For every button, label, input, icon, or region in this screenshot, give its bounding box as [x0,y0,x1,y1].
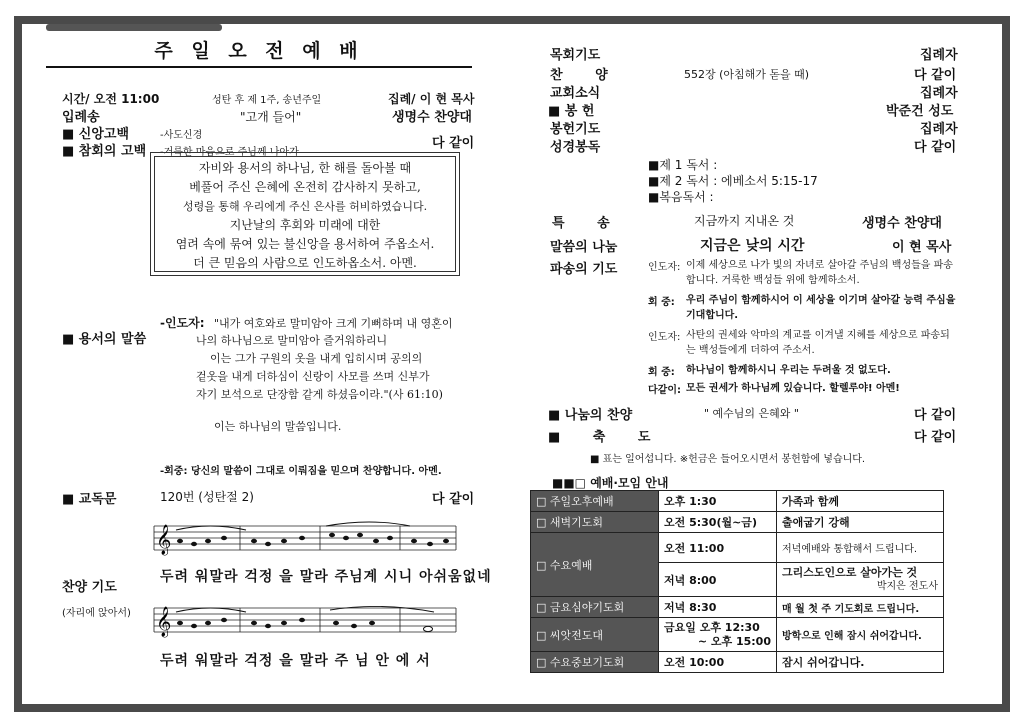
lyric-line-1: 두려 워말라 걱정 을 말라 주님계 시니 아쉬움없네 [160,569,492,585]
page-title: 주 일 오 전 예 배 [154,40,364,62]
schedule-time: 저녁 8:30 [659,597,777,618]
confession-line: 더 큰 믿음의 사람으로 인도하옵소서. 아멘. [193,256,417,270]
confession-note: -거룩한 마음으로 주님께 나아가 [160,147,299,158]
creed-label: ■ 신앙고백 [62,127,130,142]
responsive-text: 우리 주님이 함께하시어 이 세상을 이기며 살아갈 능력 주심을 기대합니다. [686,295,956,321]
confession-box [150,152,460,276]
responsive-text: 모든 권세가 하나님께 있습니다. 할렐루야! 아멘! [686,383,900,394]
table-row [531,597,944,618]
prelude-title: "고개 들어" [240,110,302,124]
service-time: 시간/ 오전 11:00 [62,92,160,106]
responsive-reading-number: 120번 (성탄절 2) [160,490,254,504]
prelude-label: 입례송 [62,110,100,125]
prayer-song-note: (자리에 앉아서) [62,608,131,619]
schedule-time: 저녁 8:00 [659,563,777,597]
reading-2: ■제 2 독서 : 에베소서 5:15-17 [648,174,818,188]
schedule-time: 오전 11:00 [659,533,777,563]
responsive-reading-label: ■ 교독문 [62,492,117,507]
announcements-label: 교회소식 [550,86,601,101]
responsive-text: 이제 세상으로 나가 빛의 자녀로 살아갈 주님의 백성들을 파송합니다. 거룩한 백성들 위에 함께하소서. [686,260,953,286]
confession-label: ■ 참회의 고백 [62,144,147,159]
schedule-desc: 방학으로 인해 잠시 쉬어갑니다. [777,618,944,652]
notice-line: ■ 표는 일어섭니다. ※헌금은 들어오시면서 봉헌함에 넣습니다. [590,454,866,465]
responsive-text: 사탄의 권세와 악마의 계교를 이겨낼 지혜를 세상으로 파송되는 백성들에게 더하여 주소서. [686,330,950,356]
offering-label: ■ 봉 헌 [548,104,595,119]
table-row [531,512,944,533]
announcements-by: 집례자 [920,86,958,101]
schedule-desc: 그리스도인으로 살아가는 것 [782,565,918,579]
benediction-by: 다 같이 [914,430,957,445]
pardon-closing: 이는 하나님의 말씀입니다. [214,420,342,433]
responsive-speaker: 회 중: [648,367,675,378]
pastoral-prayer-by: 집례자 [920,48,958,63]
lyric-line-2: 두려 워말라 걱정 을 말라 주 님 안 에 서 [160,653,431,669]
responsive-speaker: 회 중: [648,297,675,308]
schedule-desc: 잠시 쉬어갑니다. [777,652,944,673]
schedule-table [530,490,944,673]
confession-line: 성령을 통해 우리에게 주신 은사를 허비하였습니다. [182,200,428,213]
responsive-text: 하나님이 함께하시니 우리는 두려울 것 없도다. [686,365,891,376]
svg-text:𝄞: 𝄞 [156,607,172,637]
verse-line: 자기 보석으로 단장함 같게 하셨음이라."(사 61:10) [196,388,443,401]
reading-1: ■제 1 독서 : [648,158,718,172]
pardon-response: -회중: 당신의 말씀이 그대로 이뤄짐을 믿으며 찬양합니다. 아멘. [160,466,442,477]
offering-prayer-by: 집례자 [920,122,958,137]
preacher: 이 현 목사 [892,240,952,255]
schedule-title: ■■□ 예배·모임 안내 [552,476,669,490]
prayer-song-label: 찬양 기도 [62,580,117,595]
schedule-desc: 출애굽기 강해 [777,512,944,533]
sermon-label: 말씀의 나눔 [550,240,618,255]
schedule-name: □ 씨앗전도대 [531,618,659,652]
schedule-time: 오전 10:00 [659,652,777,673]
pastoral-prayer-label: 목회기도 [550,48,601,63]
sharing-hymn-label: ■ 나눔의 찬양 [548,408,633,423]
title-divider [46,66,472,68]
responsive-speaker: 인도자: [648,262,681,273]
creed-note: -사도신경 [160,130,203,141]
offering-by: 박준건 성도 [886,104,954,119]
sermon-title: 지금은 낮의 시간 [700,238,805,254]
sharing-hymn-by: 다 같이 [914,408,957,423]
special-song-performer: 생명수 찬양대 [862,216,942,231]
verse-line: 이는 그가 구원의 옷을 내게 입히시며 공의의 [210,352,423,365]
reading-gospel: ■복음독서 : [648,190,714,204]
svg-text:𝄞: 𝄞 [156,525,172,555]
schedule-name: □ 수요중보기도회 [531,652,659,673]
confession-line: 염려 속에 묶여 있는 불신앙을 용서하여 주옵소서. [175,237,435,251]
schedule-desc: 저녁예배와 통합해서 드립니다. [777,533,944,563]
benediction-label: ■ 축 도 [548,430,665,445]
decorative-bar [46,24,222,31]
responsive-speaker: 다같이: [648,385,681,396]
music-staff-2 [150,600,460,642]
music-staff-1 [150,518,460,560]
schedule-desc-sub: 박지은 전도사 [876,580,938,592]
confession-line: 자비와 용서의 하나님, 한 해를 돌아볼 때 [198,161,412,175]
scripture-reading-by: 다 같이 [914,140,957,155]
responsive-speaker: 인도자: [648,332,681,343]
confession-participant: 다 같이 [432,136,475,151]
schedule-name: □ 수요예배 [531,533,659,597]
special-song-title: 지금까지 지내온 것 [694,214,795,228]
prelude-performer: 생명수 찬양대 [392,110,472,125]
schedule-name: □ 금요심야기도회 [531,597,659,618]
schedule-time: 오후 1:30 [659,491,777,512]
schedule-desc: 가족과 함께 [777,491,944,512]
verse-line: "내가 여호와로 말미암아 크게 기뻐하며 내 영혼이 [214,317,453,330]
liturgical-season: 성탄 후 제 1주, 송년주일 [212,95,322,106]
sharing-hymn-title: " 예수님의 은혜와 " [704,407,799,420]
hymn-by: 다 같이 [914,68,957,83]
confession-line: 지난날의 후회와 미래에 대한 [229,218,381,232]
responsive-reading-participant: 다 같이 [432,492,475,507]
pardon-leader: -인도자: [160,316,205,330]
table-row [531,618,944,652]
schedule-name: □ 주일오후예배 [531,491,659,512]
verse-line: 나의 하나님으로 말미암아 즐거워하리니 [196,334,388,347]
table-row [531,491,944,512]
sending-prayer-label: 파송의 기도 [550,262,618,277]
schedule-time: 금요일 오후 12:30 [664,620,760,634]
schedule-name: □ 새벽기도회 [531,512,659,533]
special-song-label: 특 송 [552,216,624,231]
pardon-label: ■ 용서의 말씀 [62,332,147,347]
service-leader: 집례/ 이 현 목사 [388,92,475,106]
schedule-time: 오전 5:30(월~금) [659,512,777,533]
scripture-reading-label: 성경봉독 [550,140,601,155]
hymn-label: 찬 양 [550,68,622,83]
hymn-title: 552장 (아침해가 돋을 때) [684,68,810,81]
table-row [531,652,944,673]
verse-line: 겉옷을 내게 더하심이 신랑이 사모를 쓰며 신부가 [196,370,430,383]
offering-prayer-label: 봉헌기도 [550,122,601,137]
confession-line: 베풀어 주신 은혜에 온전히 감사하지 못하고, [189,180,421,194]
schedule-desc: 매 월 첫 주 기도회로 드립니다. [777,597,944,618]
table-row [531,533,944,563]
schedule-time-sub: ~ 오후 15:00 [697,634,771,648]
